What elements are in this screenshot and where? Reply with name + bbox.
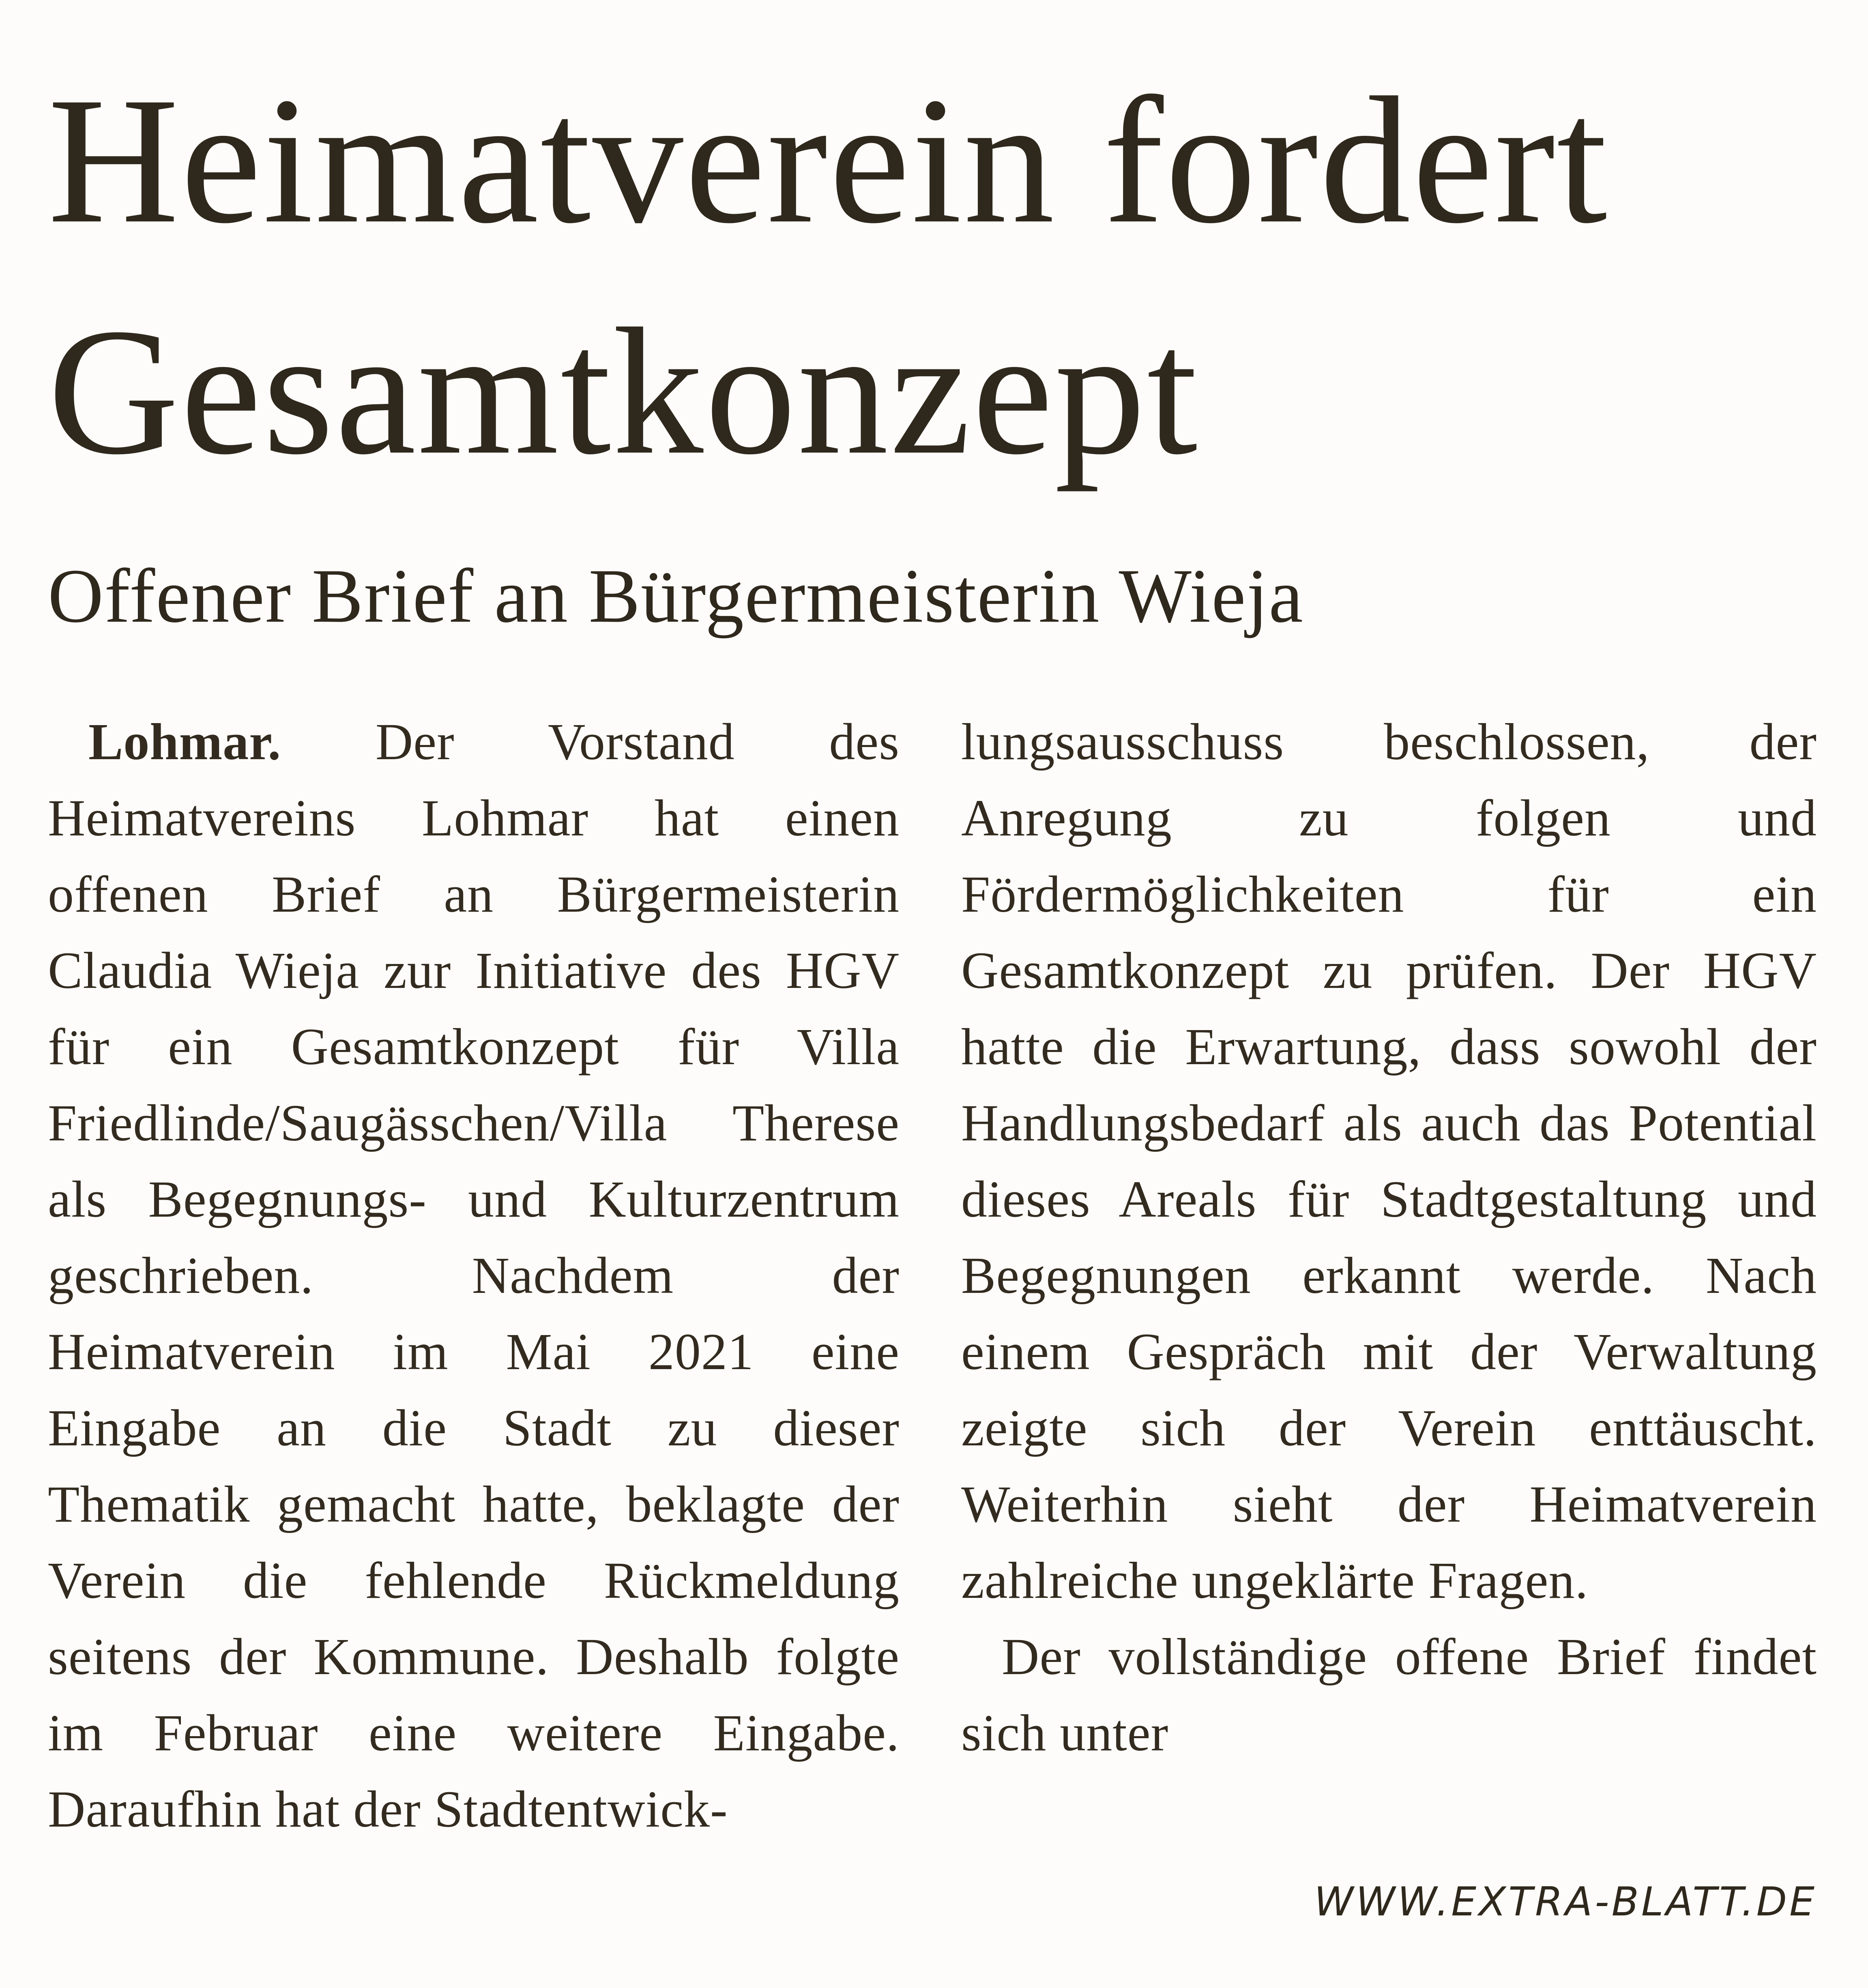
headline: Heimatverein fordert Gesamtkonzept xyxy=(48,60,1609,492)
article-paragraph: Der vollständige offene Brief findet sich unter xyxy=(961,1628,1817,1762)
article-body-text: Der Vorstand des Heimatvereins Lohmar hat einen offenen Brief an Bürgermeisterin Claudia Wieja zur Initiative des HGV für ein Gesamtkonzept für Villa Friedlinde/Saugässchen/Villa Therese als Begegnungs- und Kulturzentrum geschrieben. Nachdem der Heimatverein im Mai 2021 eine Eingabe an die Stadt zu dieser Thematik gemacht hatte, beklagte der Verein die fehlende Rückmeldung seitens der Kommune. Deshalb folgte im Februar eine weitere Eingabe. Daraufhin hat der Stadtentwick- xyxy=(48,713,900,1838)
dateline: Lohmar. xyxy=(88,713,281,771)
article-paragraph xyxy=(48,704,900,1847)
article-column-right xyxy=(961,704,1817,1771)
subheadline: Offener Brief an Bürgermeisterin Wieja xyxy=(48,554,1304,639)
article-column-left xyxy=(48,704,900,1847)
website-url: WWW.EXTRA-BLATT.DE xyxy=(1314,1879,1817,1925)
article-paragraph-continued: lungsausschuss beschlossen, der Anregung zu folgen und Fördermöglichkeiten für ein Gesamtkonzept zu prüfen. Der HGV hatte die Erwartung, dass sowohl der Handlungsbedarf als auch das Potential dieses Areals für Stadtgestaltung und Begegnungen erkannt werde. Nach einem Gespräch mit der Verwaltung zeigte sich der Verein enttäuscht. Weiterhin sieht der Heimatverein zahlreiche ungeklärte Fragen. xyxy=(961,713,1817,1609)
